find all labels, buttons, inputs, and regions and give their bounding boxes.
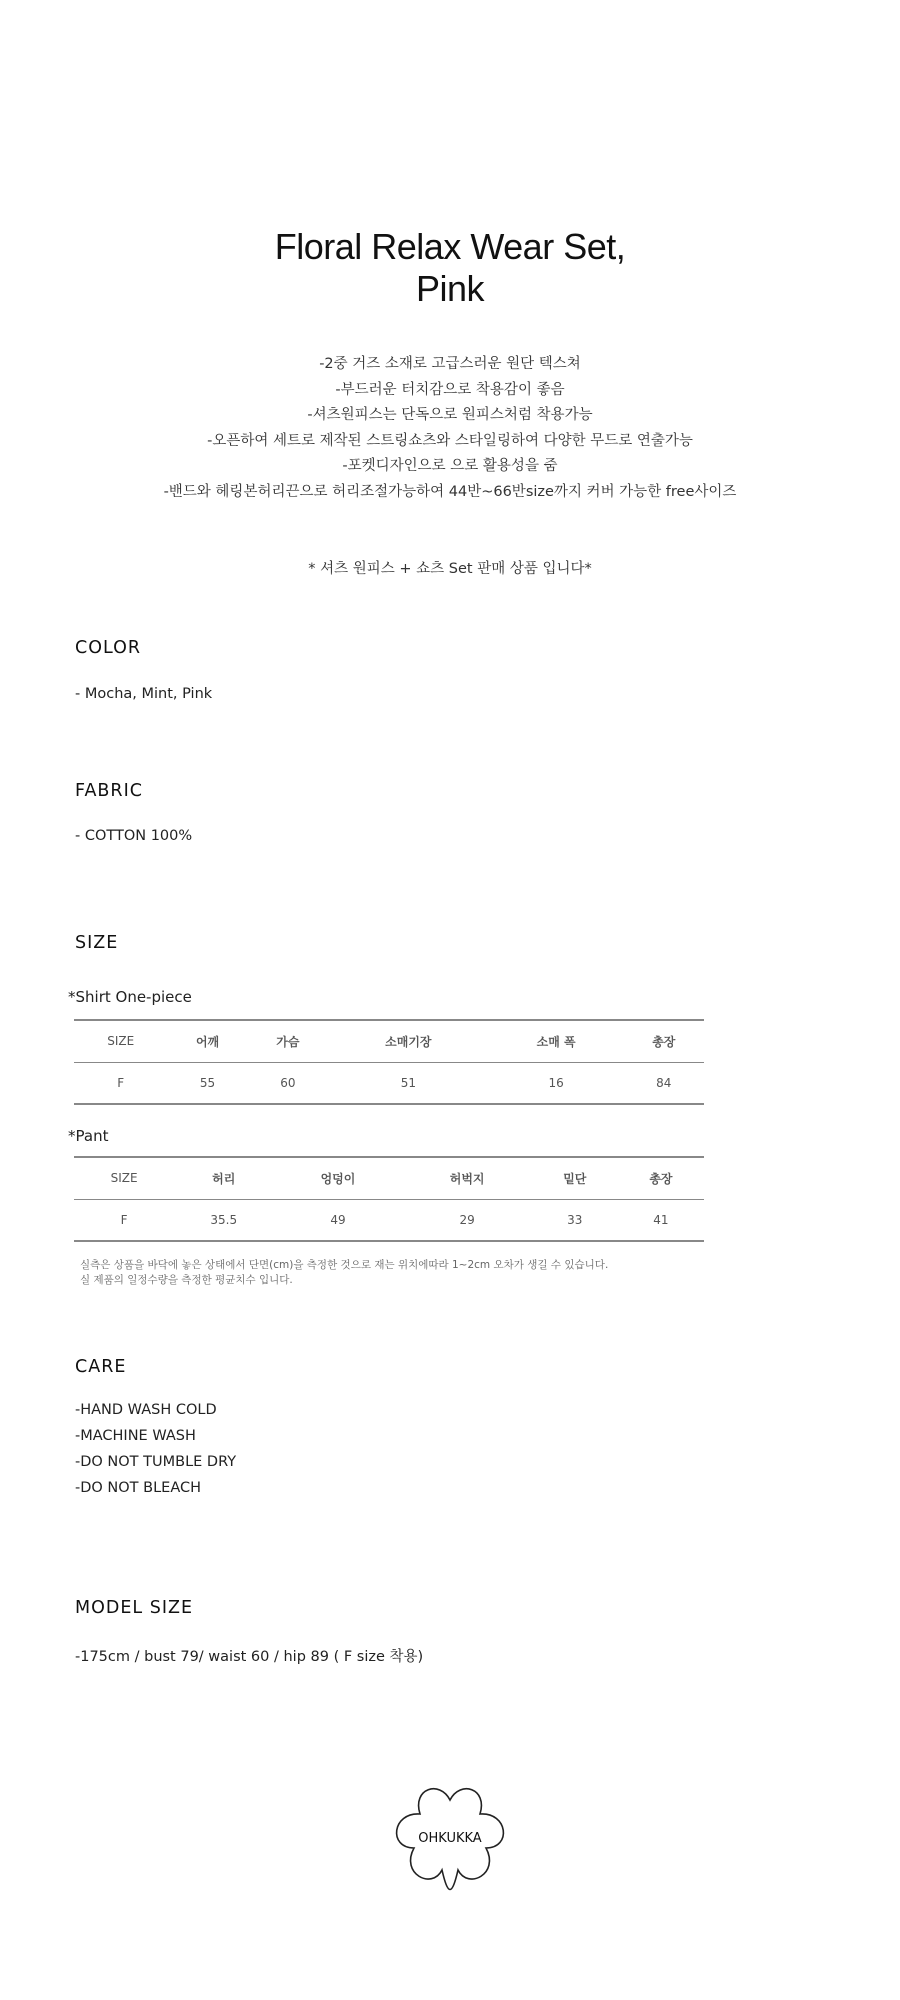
description-line: -포켓디자인으로 으로 활용성을 줌	[342, 458, 558, 474]
table-header-cell: 가슴	[276, 1034, 300, 1049]
table-header-row	[74, 1157, 704, 1199]
table-header-cell: 엉덩이	[320, 1171, 356, 1186]
care-line: -MACHINE WASH	[75, 1428, 196, 1444]
table-cell: F	[117, 1075, 125, 1090]
color-heading: COLOR	[75, 638, 142, 658]
description-line: -부드러운 터치감으로 착용감이 좋음	[335, 381, 565, 398]
description-line: -2중 거즈 소재로 고급스러운 원단 텍스쳐	[319, 356, 581, 372]
table-cell: 33	[567, 1212, 583, 1227]
product-title-line2: Pink	[415, 268, 485, 309]
shirt-size-table	[74, 1019, 704, 1105]
fabric-text: - COTTON 100%	[75, 828, 193, 844]
brand-logo	[390, 1778, 510, 1898]
table-header-cell: 총장	[652, 1034, 676, 1049]
care-line: -DO NOT BLEACH	[75, 1480, 202, 1496]
flower-logo-icon	[390, 1778, 510, 1898]
table-header-row	[74, 1020, 704, 1062]
footnote-line: 실 제품의 일정수량을 측정한 평균치수 입니다.	[80, 1274, 293, 1286]
table-cell: F	[120, 1212, 128, 1227]
table-header-cell: 밑단	[563, 1171, 587, 1186]
description-line: -셔츠원피스는 단독으로 원피스처럼 착용가능	[307, 407, 593, 423]
table-cell: 16	[548, 1075, 564, 1090]
logo-text: OHKUKKA	[418, 1831, 482, 1846]
table-row	[74, 1062, 704, 1104]
table-header-cell: 허리	[212, 1171, 236, 1186]
table-cell: 29	[459, 1212, 475, 1227]
table-header-cell: 소매기장	[385, 1034, 432, 1049]
table-header-cell: 소매 폭	[536, 1034, 576, 1049]
table-cell: 41	[653, 1212, 669, 1227]
product-description	[0, 352, 900, 505]
table-cell: 55	[199, 1075, 216, 1090]
color-text: - Mocha, Mint, Pink	[75, 686, 213, 702]
table-header-cell: SIZE	[110, 1171, 138, 1186]
care-line: -HAND WASH COLD	[75, 1402, 217, 1418]
set-note: * 셔츠 원피스 + 쇼츠 Set 판매 상품 입니다*	[308, 561, 592, 577]
size-heading: SIZE	[75, 933, 119, 953]
model-size-text: -175cm / bust 79/ waist 60 / hip 89 ( F size 착용)	[75, 1649, 424, 1665]
footnote-line: 실측은 상품을 바닥에 놓은 상태에서 단면(cm)을 측정한 것으로 재는 위치에따라 1~2cm 오차가 생길 수 있습니다.	[80, 1259, 609, 1271]
measurement-footnote	[80, 1258, 608, 1288]
table-cell: 49	[330, 1212, 346, 1227]
table-header-cell: 어깨	[195, 1034, 220, 1049]
care-line: -DO NOT TUMBLE DRY	[75, 1454, 237, 1470]
shirt-table-label: *Shirt One-piece	[68, 988, 192, 1006]
description-line: -오픈하여 세트로 제작된 스트링쇼츠와 스타일링하여 다양한 무드로 연출가능	[207, 432, 693, 449]
product-title	[0, 226, 900, 310]
table-header-cell: SIZE	[107, 1034, 135, 1049]
table-row	[74, 1199, 704, 1241]
table-cell: 84	[656, 1075, 672, 1090]
care-heading: CARE	[75, 1357, 127, 1377]
product-title-line1: Floral Relax Wear Set,	[274, 226, 626, 267]
table-cell: 60	[280, 1075, 296, 1090]
table-header-cell: 총장	[649, 1171, 673, 1186]
description-line: -밴드와 헤링본허리끈으로 허리조절가능하여 44반~66반size까지 커버 가능한 free사이즈	[163, 483, 737, 500]
pant-size-table	[74, 1156, 704, 1242]
fabric-heading: FABRIC	[75, 781, 143, 801]
table-cell: 35.5	[210, 1212, 238, 1227]
care-instructions	[75, 1397, 236, 1501]
model-size-heading: MODEL SIZE	[75, 1598, 194, 1618]
table-header-cell: 허벅지	[449, 1171, 485, 1186]
table-cell: 51	[400, 1075, 416, 1090]
pant-table-label: *Pant	[68, 1127, 109, 1145]
